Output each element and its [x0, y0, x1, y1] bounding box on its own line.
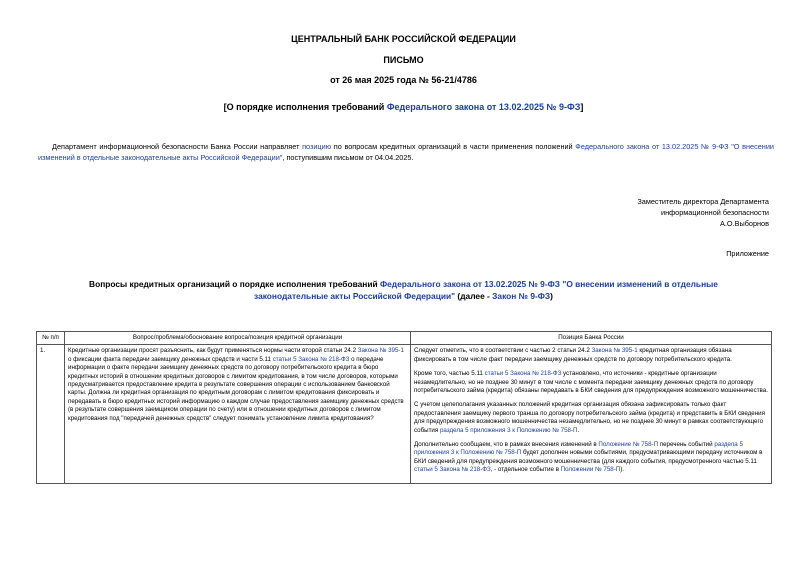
answer-text: .	[577, 426, 580, 434]
regulation-758p-section-link[interactable]: раздела 5 приложения 3 к Положению № 758-П	[439, 426, 578, 434]
regulation-758p-link[interactable]: Положении № 758-П	[560, 466, 621, 474]
answer-text: Следует отметить, что в соответствии с частью 2 статьи 24.2	[414, 347, 592, 355]
subtitle-text: (далее -	[455, 291, 493, 301]
signer-name: А.О.Выборнов	[720, 219, 769, 228]
answer-text: перечень событий	[658, 441, 715, 449]
answer-text: Кроме того, частью 5.11	[414, 370, 485, 378]
answer-paragraph	[414, 401, 768, 435]
answer-text: Дополнительно сообщаем, что в рамках внесения изменений в	[414, 441, 599, 449]
appendix-title	[60, 278, 747, 302]
intro-text: по вопросам кредитных организаций в части применения положений	[331, 142, 576, 151]
intro-text: , поступившим письмом от 04.04.2025.	[282, 152, 414, 162]
doc-subject	[0, 102, 807, 112]
law-218fz-link[interactable]: статьи 5 Закона № 218-ФЗ	[414, 466, 491, 474]
answer-text: ).	[620, 466, 625, 474]
law-9fz-full-link[interactable]: Федерального закона от 13.02.2025 № 9-ФЗ "О внесении изменений в отдельные законодательные акты Российской Федерации"	[38, 142, 774, 162]
subject-suffix: ]	[580, 102, 584, 112]
signature-block	[637, 196, 769, 229]
question-text: или в отношении кредитных договоров с лимитом кредитования под "передачей денежных средств" следует понимать установление лимита кредитования?	[68, 406, 381, 422]
date-number: от 26 мая 2025 года № 56-21/4786	[330, 75, 477, 85]
answer-text: установлено, что источники - кредитные организации незамедлительно, но не позднее 30 минут в том числе с момента передачи заемщику денежных средств по договору потребительского займа (кредита) обязаны передавать в БКИ сведения для предупреждения возможного мошенничества.	[414, 370, 768, 395]
intro-text: Департамент информационной безопасности Банка России направляет	[52, 142, 303, 151]
question-text: Кредитные организации просят разъяснить, как будут применяться нормы части второй статьи 24.2	[68, 347, 358, 355]
question-text: о передаче информации о факте передачи заемщику денежных средств по договору потребительского кредита в бюро кредитных историй в отношении кредитных договоров с лимитом кредитования, в том числе договоров, которыми предусматривается предоставление кредита в результате совершения операции с использованием банковской карты. Должна ли кредитная организация по кредитным договорам с лимитом кредитования фиксировать и передавать в бюро кредитных историй информацию о каждом случае предоставления заемщику денежных средств (в результате совершения заемщиком операции по счету)	[68, 355, 404, 414]
table-row	[37, 345, 772, 483]
position-link[interactable]: позицию	[302, 142, 332, 151]
regulation-758p-section-link[interactable]: раздела 5 приложения 3 к Положению № 758-П	[414, 441, 743, 457]
answer-paragraph	[414, 370, 768, 395]
answer-text: кредитная организация обязана фиксировать в том числе факт передачи заемщику денежных средств по договору потребительского кредита.	[414, 347, 732, 363]
regulation-758p-link[interactable]: Положение № 758-П	[598, 441, 659, 449]
signer-position: Заместитель директора Департамента	[637, 197, 769, 206]
subtitle-text: Вопросы кредитных организаций о порядке исполнения требований	[89, 279, 380, 289]
law-9fz-short-link[interactable]: Закон № 9-ФЗ	[492, 291, 551, 301]
col-question-header: Вопрос/проблема/обоснование вопроса/позиция кредитной организации	[65, 332, 411, 345]
question-text: о фиксации факта передачи заемщику денежных средств и части 5.11	[68, 355, 273, 363]
law-395-1-link[interactable]: Закона № 395-1	[591, 347, 638, 355]
law-218fz-link[interactable]: статьи 5 Закона № 218-ФЗ	[272, 355, 350, 363]
answer-text: , - отдельное событие в	[490, 466, 561, 474]
table-header-row	[37, 332, 772, 345]
subject-prefix: [О порядке исполнения требований	[223, 102, 387, 112]
answer-text: будет дополнен новыми событиями, предусматривающими передачу источником в БКИ сведений для предупреждения возможного мошенничества (для каждого события, предусмотренного частью 5.11	[414, 449, 763, 465]
questions-table	[36, 331, 772, 484]
answer-paragraph	[414, 441, 768, 475]
row-number: 1.	[37, 345, 65, 483]
answer-paragraph	[414, 347, 768, 364]
col-number-header: № п/п	[37, 332, 65, 345]
law-9fz-link[interactable]: Федерального закона от 13.02.2025 № 9-ФЗ	[386, 102, 581, 112]
answer-cell	[411, 345, 772, 483]
answer-text: С учетом целеполагания указанных положений кредитная организация обязана зафиксировать только факт предоставления заемщику первого транша по договору потребительского займа (кредита) и представить в БКИ сведения для предупреждения возможного мошенничества незамедлительно, но не позднее 30 минут в рамках соответствующего события	[414, 401, 765, 434]
law-218fz-link[interactable]: статьи 5 Закона № 218-ФЗ	[484, 370, 562, 378]
appendix-label: Приложение	[726, 249, 769, 258]
law-9fz-subtitle-link[interactable]: Федерального закона от 13.02.2025 № 9-ФЗ "О внесении изменений в отдельные законодательные акты Российской Федерации"	[254, 279, 718, 301]
question-cell	[65, 345, 411, 483]
col-answer-header: Позиция Банка России	[411, 332, 772, 345]
intro-paragraph	[38, 142, 774, 163]
org-title: ЦЕНТРАЛЬНЫЙ БАНК РОССИЙСКОЙ ФЕДЕРАЦИИ	[291, 34, 516, 44]
law-395-1-link[interactable]: Закона № 395-1	[357, 347, 404, 355]
signer-department: информационной безопасности	[661, 208, 769, 217]
doc-type: ПИСЬМО	[383, 55, 424, 65]
subtitle-text: )	[550, 291, 553, 301]
